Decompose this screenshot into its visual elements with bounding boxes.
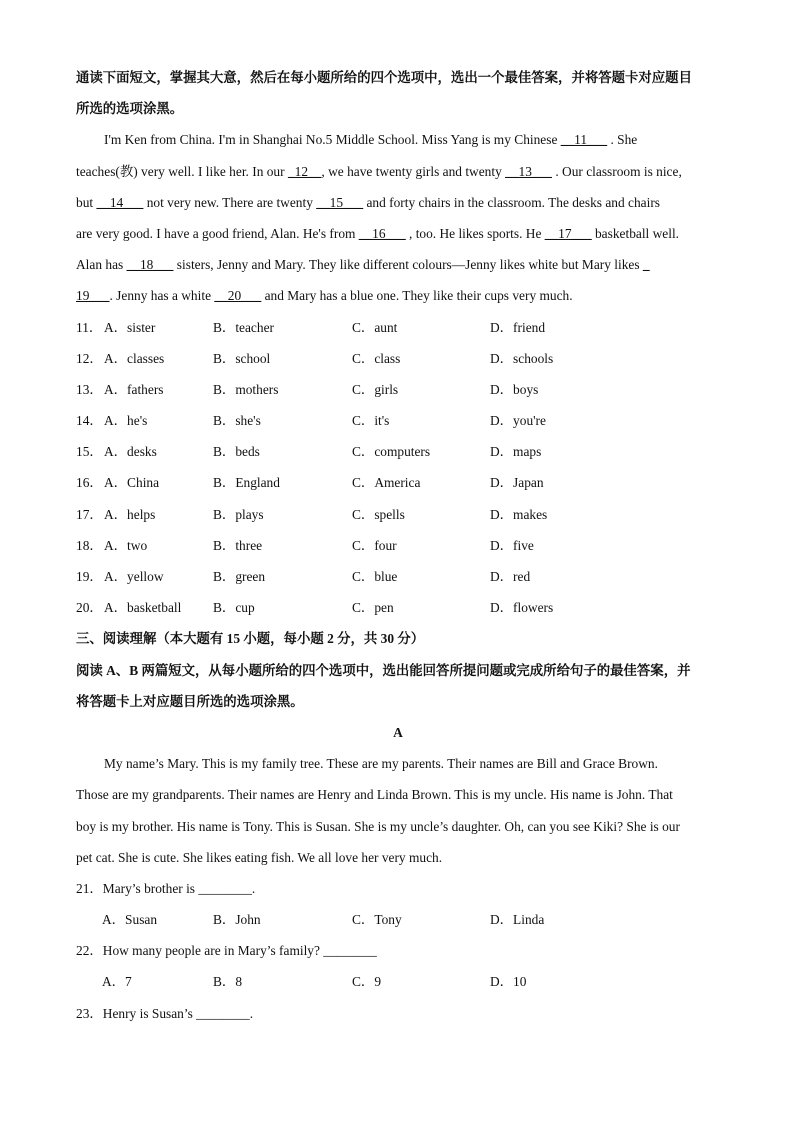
option-c[interactable]: C．four xyxy=(352,537,397,553)
option-d[interactable]: D．Japan xyxy=(490,475,544,491)
option-c[interactable]: C．spells xyxy=(352,506,405,522)
blank-11: __11___ xyxy=(560,132,608,148)
option-d[interactable]: D．maps xyxy=(490,444,542,460)
option-b[interactable]: B．green xyxy=(213,569,266,584)
cloze-line-3 xyxy=(76,187,720,218)
option-b[interactable]: B．England xyxy=(213,475,280,491)
option-a[interactable]: A．Susan xyxy=(102,912,158,928)
question-number: 16． xyxy=(76,475,103,491)
blank-19-start: _ xyxy=(642,257,650,273)
cloze-text: . Our classroom is nice, xyxy=(552,163,682,179)
question-18 xyxy=(76,530,720,561)
cloze-text: , we have twenty girls and twenty xyxy=(321,163,506,179)
blank-13: __13___ xyxy=(505,163,552,179)
passage-line: Those are my grandparents. Their names are Henry and Linda Brown. This is my uncle. His name is John. That xyxy=(76,787,673,803)
question-11 xyxy=(76,312,720,343)
question-number: 19． xyxy=(76,569,103,584)
cloze-text: and forty chairs in the classroom. The desks and chairs xyxy=(363,194,660,210)
question-number: 11． xyxy=(76,319,103,335)
option-a[interactable]: A．yellow xyxy=(104,569,164,584)
blank-19: 19___ xyxy=(76,288,110,304)
option-b[interactable]: B．cup xyxy=(213,600,255,616)
option-b[interactable]: B．John xyxy=(213,912,261,928)
cloze-passage xyxy=(76,124,720,311)
cloze-text: basketball well. xyxy=(591,225,680,241)
option-b[interactable]: B．teacher xyxy=(213,319,274,335)
option-b[interactable]: B．three xyxy=(213,537,263,553)
passage-line: pet cat. She is cute. She likes eating fish. We all love her very much. xyxy=(76,849,443,865)
option-c[interactable]: C．9 xyxy=(352,974,382,990)
option-c[interactable]: C．America xyxy=(352,475,421,491)
option-d[interactable]: D．schools xyxy=(490,350,554,366)
option-c[interactable]: C．girls xyxy=(352,381,399,397)
option-d[interactable]: D．friend xyxy=(490,319,546,335)
question-number: 14． xyxy=(76,413,103,429)
option-d[interactable]: D．Linda xyxy=(490,912,545,928)
section-heading: 三、阅读理解（本大题有 15 小题，每小题 2 分，共 30 分） xyxy=(76,631,425,647)
exam-page xyxy=(76,62,720,1029)
passage-line: My name’s Mary. This is my family tree. These are my parents. Their names are Bill and Grace Brown. xyxy=(104,756,658,772)
cloze-instruction-line-1: 通读下面短文，掌握其大意，然后在每小题所给的四个选项中，选出一个最佳答案，并将答题卡对应题目 xyxy=(76,70,692,85)
blank-14: __14___ xyxy=(96,194,144,210)
question-12 xyxy=(76,343,720,374)
question-21-stem: 21．Mary’s brother is ________. xyxy=(76,880,256,896)
question-22-stem: 22．How many people are in Mary’s family? ________ xyxy=(76,943,377,959)
reading-instruction-line-1: 阅读 A、B 两篇短文，从每小题所给的四个选项中，选出能回答所提问题或完成所给句子的最佳答案，并 xyxy=(76,662,691,678)
option-d[interactable]: D．makes xyxy=(490,506,548,522)
question-20 xyxy=(76,592,720,623)
question-19 xyxy=(76,561,720,592)
cloze-text: , too. He likes sports. He xyxy=(405,225,545,241)
cloze-instruction-line-2: 所选的选项涂黑。 xyxy=(76,101,184,117)
question-21-options xyxy=(76,904,720,935)
cloze-line-4 xyxy=(76,218,720,249)
cloze-text: Alan has xyxy=(76,257,127,273)
option-c[interactable]: C．it's xyxy=(352,413,390,429)
cloze-line-2 xyxy=(76,156,720,187)
blank-12: _12__ xyxy=(287,163,322,179)
option-c[interactable]: C．class xyxy=(352,350,401,366)
passage-line: boy is my brother. His name is Tony. This is Susan. She is my uncle’s daughter. Oh, can you see Kiki? She is our xyxy=(76,818,680,834)
cloze-text: sisters, Jenny and Mary. They like different colours—Jenny likes white but Mary likes xyxy=(173,257,643,273)
option-a[interactable]: A．China xyxy=(104,475,160,491)
option-a[interactable]: A．classes xyxy=(104,350,165,366)
option-b[interactable]: B．beds xyxy=(213,444,260,460)
blank-17: __17___ xyxy=(544,225,592,241)
blank-18: __18___ xyxy=(126,257,174,273)
question-14 xyxy=(76,405,720,436)
option-b[interactable]: B．school xyxy=(213,350,271,366)
cloze-text: . She xyxy=(607,132,638,148)
option-a[interactable]: A．7 xyxy=(102,974,132,990)
option-c[interactable]: C．computers xyxy=(352,444,431,460)
option-a[interactable]: A．desks xyxy=(104,444,157,460)
option-a[interactable]: A．he's xyxy=(104,413,148,429)
option-c[interactable]: C．pen xyxy=(352,600,394,616)
cloze-text: but xyxy=(76,194,97,210)
option-d[interactable]: D．boys xyxy=(490,381,539,397)
blank-16: __16___ xyxy=(358,225,406,241)
question-15 xyxy=(76,436,720,467)
cloze-text: . Jenny has a white xyxy=(109,288,215,304)
cloze-text: and Mary has a blue one. They like their cups very much. xyxy=(261,288,573,304)
option-c[interactable]: C．Tony xyxy=(352,912,402,928)
option-d[interactable]: D．five xyxy=(490,537,534,553)
option-c[interactable]: C．blue xyxy=(352,569,398,584)
passage-title: A xyxy=(393,724,403,740)
option-a[interactable]: A．basketball xyxy=(104,600,182,616)
blank-15: __15___ xyxy=(316,194,364,210)
cloze-line-6 xyxy=(76,280,720,311)
option-b[interactable]: B．she's xyxy=(213,413,261,429)
question-number: 18． xyxy=(76,537,103,553)
question-17 xyxy=(76,499,720,530)
cloze-line-1 xyxy=(76,124,720,155)
cloze-text: teaches(教) very well. I like her. In our xyxy=(76,163,288,179)
option-d[interactable]: D．red xyxy=(490,569,531,584)
question-16 xyxy=(76,467,720,498)
option-d[interactable]: D．10 xyxy=(490,974,527,990)
option-a[interactable]: A．two xyxy=(104,537,148,553)
option-d[interactable]: D．flowers xyxy=(490,600,554,616)
option-a[interactable]: A．fathers xyxy=(104,381,164,397)
option-b[interactable]: B．8 xyxy=(213,974,243,990)
cloze-text: I'm Ken from China. I'm in Shanghai No.5 Middle School. Miss Yang is my Chinese xyxy=(104,132,561,148)
cloze-text: are very good. I have a good friend, Alan. He's from xyxy=(76,225,359,241)
option-b[interactable]: B．mothers xyxy=(213,381,279,397)
question-number: 12． xyxy=(76,350,103,366)
question-22-options xyxy=(76,966,720,997)
question-13 xyxy=(76,374,720,405)
reading-instruction-line-2: 将答题卡上对应题目所选的选项涂黑。 xyxy=(76,693,304,709)
question-23-stem: 23．Henry is Susan’s ________. xyxy=(76,1005,254,1021)
reading-passage-a xyxy=(76,748,720,873)
cloze-text: not very new. There are twenty xyxy=(143,194,317,210)
question-number: 13． xyxy=(76,381,103,397)
blank-20: __20___ xyxy=(214,288,262,304)
question-number: 20． xyxy=(76,600,103,616)
option-b[interactable]: B．plays xyxy=(213,506,264,522)
option-c[interactable]: C．aunt xyxy=(352,319,398,335)
cloze-line-5 xyxy=(76,249,720,280)
cloze-questions xyxy=(76,312,720,624)
question-number: 17． xyxy=(76,506,103,522)
question-number: 15． xyxy=(76,444,103,460)
option-a[interactable]: A．sister xyxy=(104,319,156,335)
option-d[interactable]: D．you're xyxy=(490,413,546,429)
option-a[interactable]: A．helps xyxy=(104,506,156,522)
